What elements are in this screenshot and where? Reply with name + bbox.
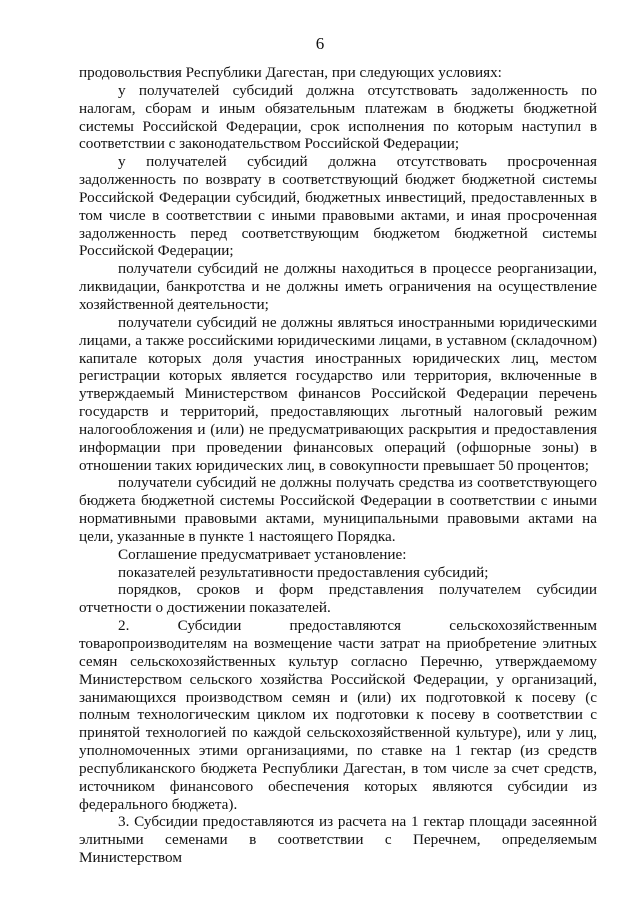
paragraph-agreement-reporting: порядков, сроков и форм представления получателем субсидии отчетности о достижении показателей. [79, 581, 597, 617]
paragraph-agreement-indicators: показателей результативности предоставления субсидий; [118, 563, 489, 581]
paragraph-condition-overdue-debt: у получателей субсидий должна отсутствовать просроченная задолженность по возврату в соответствующий бюджет бюджетной системы Российской Федерации субсидий, бюджетных инвестиций, предоставленных в том числе в соответствии с иными правовыми актами, и иная просроченная задолженность перед соответствующим бюджетом бюджетной системы Российской Федерации; [79, 153, 597, 260]
paragraph-condition-tax-debt: у получателей субсидий должна отсутствовать задолженность по налогам, сборам и иным обязательным платежам в бюджеты бюджетной системы Российской Федерации, срок исполнения по которым наступил в соответствии с законодательством Российской Федерации; [79, 81, 597, 153]
paragraph-condition-reorganization: получатели субсидий не должны находиться в процессе реорганизации, ликвидации, банкротства и не должны иметь ограничения на осуществление хозяйственной деятельности; [79, 260, 597, 313]
paragraph-condition-other-funds: получатели субсидий не должны получать средства из соответствующего бюджета бюджетной системы Российской Федерации в соответствии с иными нормативными правовыми актами, муниципальными правовыми актами на цели, указанные в пункте 1 настоящего Порядка. [79, 474, 597, 545]
paragraph-clause-2: 2. Субсидии предоставляются сельскохозяйственным товаропроизводителям на возмещение части затрат на приобретение элитных семян сельскохозяйственных культур согласно Перечню, утверждаемому Министерством сельского хозяйства Российской Федерации, у организаций, занимающихся производством семян и (или) их подготовкой к посеву (с полным технологическим циклом их подготовки к посеву в соответствии с принятой технологией по каждой сельскохозяйственной культуре), или у лиц, уполномоченных этими организациями, по ставке на 1 гектар (из средств республиканского бюджета Республики Дагестан, в том числе за счет средств, источником финансового обеспечения которых являются субсидии из федерального бюджета). [79, 617, 597, 813]
paragraph-condition-foreign-entities: получатели субсидий не должны являться иностранными юридическими лицами, а также российскими юридическими лицами, в уставном (складочном) капитале которых доля участия иностранных юридических лиц, местом регистрации которых является государство или территория, включенные в утверждаемый Министерством финансов Российской Федерации перечень государств и территорий, предоставляющих льготный налоговый режим налогообложения и (или) не предусматривающих раскрытия и предоставления информации при проведении финансовых операций (офшорные зоны) в отношении таких юридических лиц, в совокупности превышает 50 процентов; [79, 313, 597, 474]
document-body [79, 64, 597, 867]
page-number: 6 [315, 34, 325, 53]
paragraph-agreement: Соглашение предусматривает установление: [118, 545, 407, 563]
paragraph-continuation: продовольствия Республики Дагестан, при следующих условиях: [79, 64, 502, 81]
paragraph-clause-3: 3. Субсидии предоставляются из расчета на 1 гектар площади засеянной элитными семенами в соответствии с Перечнем, определяемым Министерством [79, 813, 597, 867]
